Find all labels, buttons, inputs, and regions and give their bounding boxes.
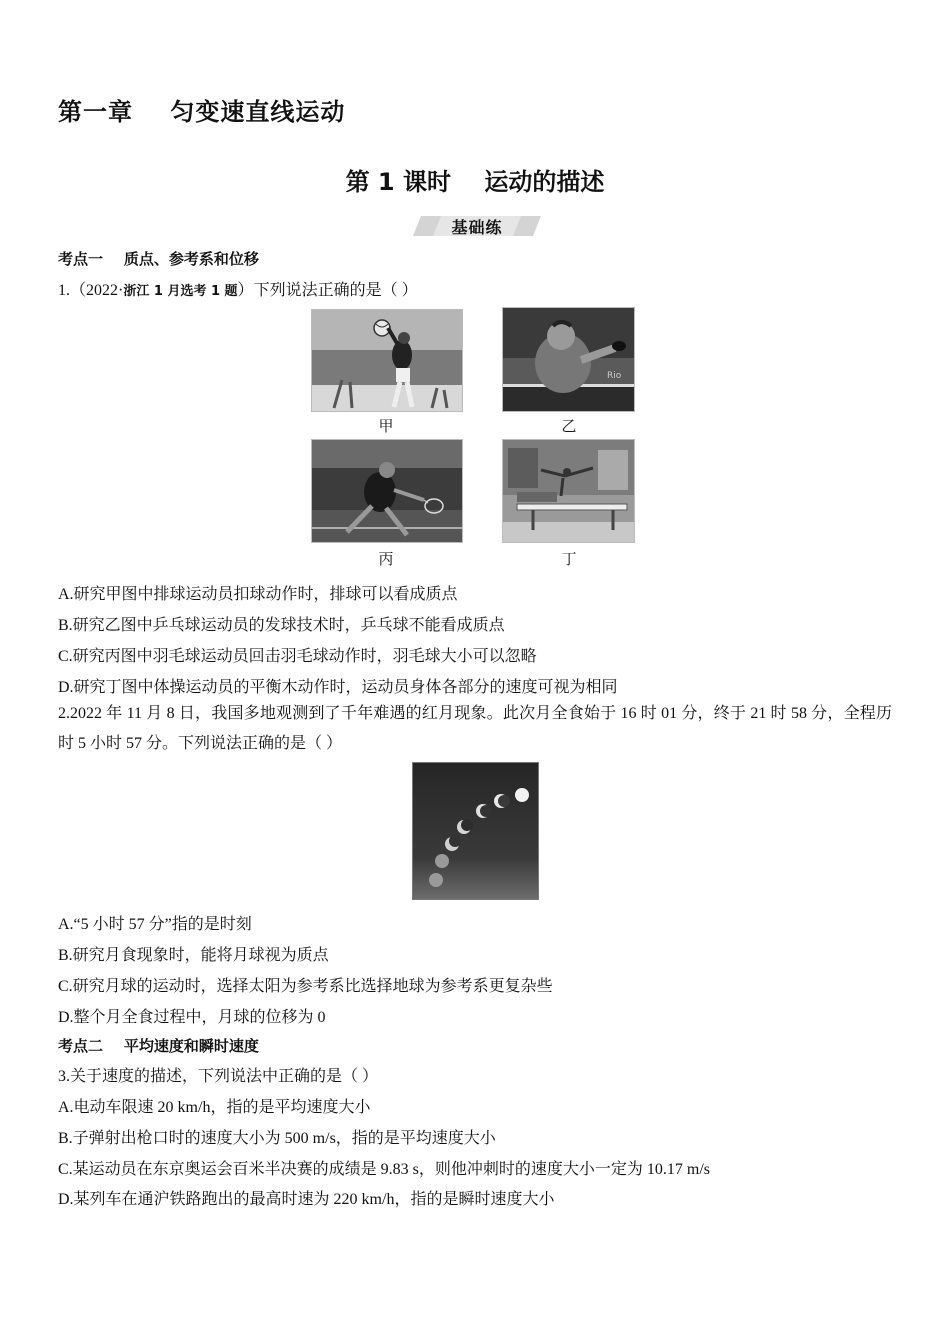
lesson-title: 第 1 课时 运动的描述	[345, 168, 605, 196]
question-2-option-b: B.研究月食现象时，能将月球视为质点	[58, 947, 329, 964]
section-heading-1: 考点一 质点、参考系和位移	[58, 250, 259, 268]
question-1-number: 1.	[58, 282, 70, 299]
question-1-option-b: B.研究乙图中乒乓球运动员的发球技术时，乒乓球不能看成质点	[58, 617, 505, 634]
question-2-option-c: C.研究月球的运动时，选择太阳为参考系比选择地球为参考系更复杂些	[58, 978, 553, 995]
question-2-stem: 2.2022 年 11 月 8 日，我国多地观测到了千年难遇的红月现象。此次月全食始于 16 时 01 分，终于 21 时 58 分，全程历时 5 小时 57 分。下列说法正确的是（ ）	[58, 705, 892, 752]
balance-beam-photo	[502, 439, 635, 543]
level-badge	[413, 214, 541, 238]
question-2-option-a: A.“5 小时 57 分”指的是时刻	[58, 916, 252, 933]
question-1-source-close: ）	[237, 282, 254, 299]
question-1-text: 下列说法正确的是（ ）	[253, 282, 418, 299]
question-3-stem: 3.关于速度的描述，下列说法中正确的是（ ）	[58, 1068, 379, 1085]
question-1-option-c: C.研究丙图中羽毛球运动员回击羽毛球动作时，羽毛球大小可以忽略	[58, 648, 537, 665]
question-2-option-d: D.整个月全食过程中，月球的位移为 0	[58, 1009, 326, 1026]
question-1-source: 浙江 1 月选考 1 题	[123, 284, 238, 299]
photo-caption-bing: 丙	[378, 552, 394, 568]
badminton-return-photo	[311, 439, 463, 543]
section-heading-2: 考点二 平均速度和瞬时速度	[58, 1037, 259, 1055]
question-3-option-d: D.某列车在通沪铁路跑出的最高时速为 220 km/h，指的是瞬时速度大小	[58, 1191, 555, 1208]
question-1-source-open: （2022·	[70, 282, 124, 299]
question-3-option-b: B.子弹射出枪口时的速度大小为 500 m/s，指的是平均速度大小	[58, 1130, 496, 1147]
lunar-eclipse-photo	[412, 762, 539, 900]
photo-caption-ding: 丁	[561, 552, 577, 568]
chapter-title: 第一章 匀变速直线运动	[58, 98, 346, 126]
question-1-option-a: A.研究甲图中排球运动员扣球动作时，排球可以看成质点	[58, 586, 458, 603]
question-1-stem	[58, 277, 418, 300]
question-3-option-c: C.某运动员在东京奥运会百米半决赛的成绩是 9.83 s，则他冲刺时的速度大小一定为 10.17 m/s	[58, 1161, 711, 1178]
question-1-option-d: D.研究丁图中体操运动员的平衡木动作时，运动员身体各部分的速度可视为相同	[58, 679, 618, 696]
photo-caption-yi: 乙	[561, 419, 577, 435]
question-3-option-a: A.电动车限速 20 km/h，指的是平均速度大小	[58, 1099, 371, 1116]
badge-label: 基础练	[451, 218, 503, 237]
svg-text:Rio: Rio	[607, 371, 622, 381]
table-tennis-serve-photo	[502, 307, 635, 412]
photo-caption-jia: 甲	[378, 419, 394, 435]
volleyball-spike-photo	[311, 309, 463, 412]
